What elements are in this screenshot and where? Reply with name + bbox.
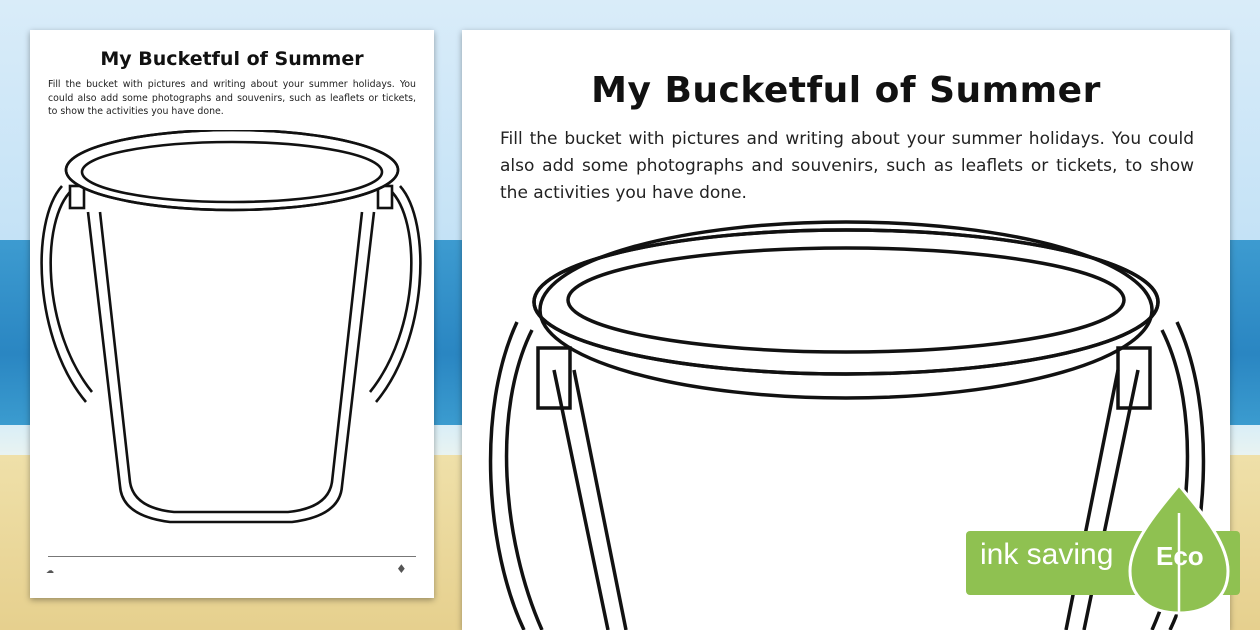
footer-badge-icon: ♦ (396, 562, 407, 576)
thumbnail-instructions: Fill the bucket with pictures and writing about your summer holidays. You could also add some photographs and souvenirs, such as leaflets or tickets, to show the activities you have done. (48, 79, 416, 117)
thumbnail-title: My Bucketful of Summer (100, 48, 364, 70)
ink-saving-eco-badge (966, 483, 1246, 613)
publisher-logo: ☁ (46, 566, 54, 575)
eco-label: Eco (1156, 541, 1204, 571)
footer-divider (48, 556, 416, 557)
worksheet-instructions: Fill the bucket with pictures and writing about your summer holidays. You could also add some photographs and souvenirs, such as leaflets or tickets, to show the activities you have done. (500, 129, 1194, 203)
worksheet-thumbnail[interactable] (30, 30, 434, 598)
worksheet-title: My Bucketful of Summer (591, 70, 1101, 111)
ink-saving-label: ink saving (980, 538, 1114, 571)
bucket-outline-small (30, 130, 434, 550)
